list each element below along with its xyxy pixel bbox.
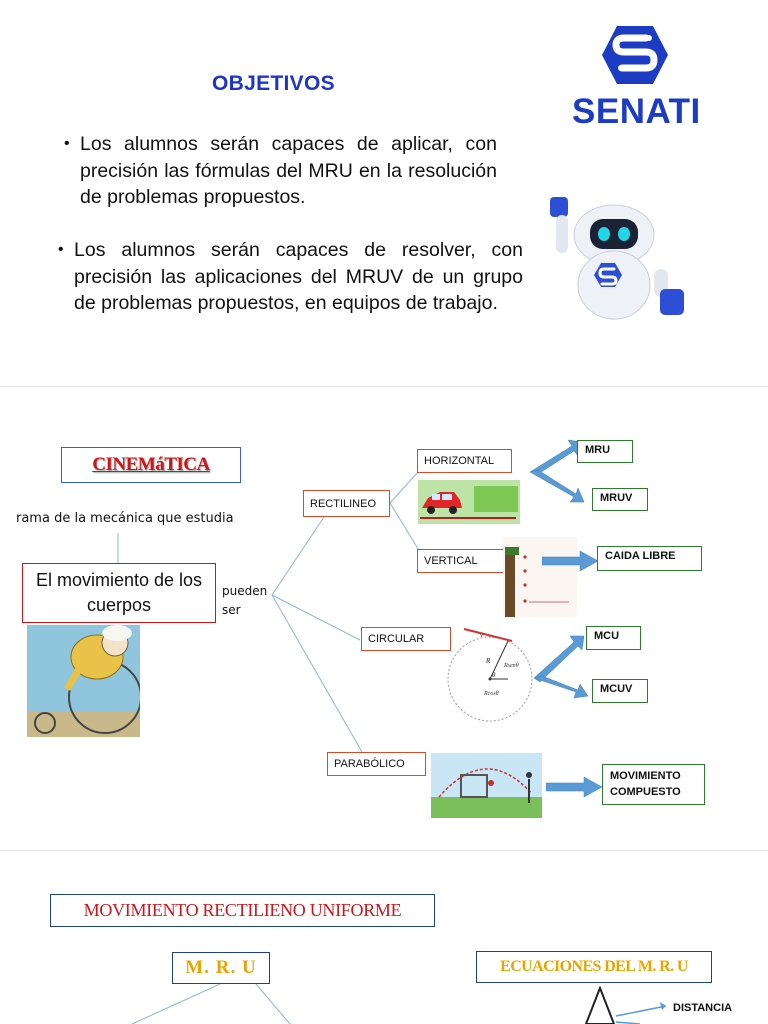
result-mcuv: MCUV <box>592 679 648 703</box>
mru-node: M. R. U <box>172 952 270 984</box>
box-rectilineo-label: RECTILINEO <box>310 497 377 510</box>
cyclist-illustration-icon <box>27 625 140 737</box>
svg-text:θ: θ <box>492 671 496 679</box>
cinematica-title: CINEMáTICA <box>61 447 241 483</box>
svg-text:Rsenθ: Rsenθ <box>504 663 519 669</box>
box-circular-label: CIRCULAR <box>368 633 425 645</box>
svg-text:R: R <box>486 657 491 665</box>
objective-bullet-1 <box>64 131 497 211</box>
objective-text-1: Los alumnos serán capaces de aplicar, con precisión las fórmulas del MRU en la resolución de problemas propuestos. <box>80 133 497 208</box>
result-movimiento-compuesto: MOVIMIENTO COMPUESTO <box>602 764 705 805</box>
arrow-to-caida-libre-icon <box>542 550 600 572</box>
projectile-illustration-icon <box>431 753 542 818</box>
car-illustration-icon <box>418 480 520 524</box>
objectives-title: OBJETIVOS <box>212 72 335 95</box>
senati-logo-text: SENATI <box>572 92 701 131</box>
box-rectilineo <box>303 490 390 517</box>
result-mruv: MRUV <box>592 488 648 511</box>
box-vertical-label: VERTICAL <box>424 555 478 567</box>
arrow-to-movimiento-compuesto-icon <box>546 776 604 798</box>
box-horizontal-label: HORIZONTAL <box>424 455 495 467</box>
subject-box: El movimiento de los cuerpos <box>22 563 216 623</box>
circular-motion-illustration-icon <box>446 625 536 723</box>
distancia-label: DISTANCIA <box>673 1002 733 1014</box>
robot-mascot-icon <box>544 193 694 323</box>
result-mcu: MCU <box>586 626 641 650</box>
box-parabolico <box>327 752 426 776</box>
svg-text:v: v <box>480 631 484 639</box>
result-caida-libre: CAIDA LIBRE <box>597 546 702 571</box>
box-vertical <box>417 549 507 573</box>
triangle-formula-icon <box>580 986 680 1024</box>
mru-heading: MOVIMIENTO RECTILIENO UNIFORME <box>50 894 435 927</box>
mru-branch-lines <box>100 984 300 1024</box>
free-fall-illustration-icon <box>503 537 577 617</box>
equations-node: ECUACIONES DEL M. R. U <box>476 951 712 983</box>
result-mru: MRU <box>577 440 633 463</box>
slide-divider <box>0 850 768 851</box>
box-parabolico-label: PARABÓLICO <box>334 758 405 770</box>
svg-text:Rcosθ: Rcosθ <box>484 691 499 697</box>
bullet-dot: • <box>58 241 64 258</box>
connector-text: rama de la mecánica que estudia <box>16 511 234 526</box>
bullet-dot: • <box>64 135 70 152</box>
verb-text: pueden ser <box>222 584 268 617</box>
box-circular <box>361 627 451 651</box>
objective-bullet-2 <box>58 237 523 317</box>
objective-text-2: Los alumnos serán capaces de resolver, con precisión las aplicaciones del MRUV de un grupo de problemas propuestos, en equipos de trabajo. <box>74 239 523 314</box>
box-horizontal <box>417 449 512 473</box>
senati-logo-icon <box>600 24 670 86</box>
